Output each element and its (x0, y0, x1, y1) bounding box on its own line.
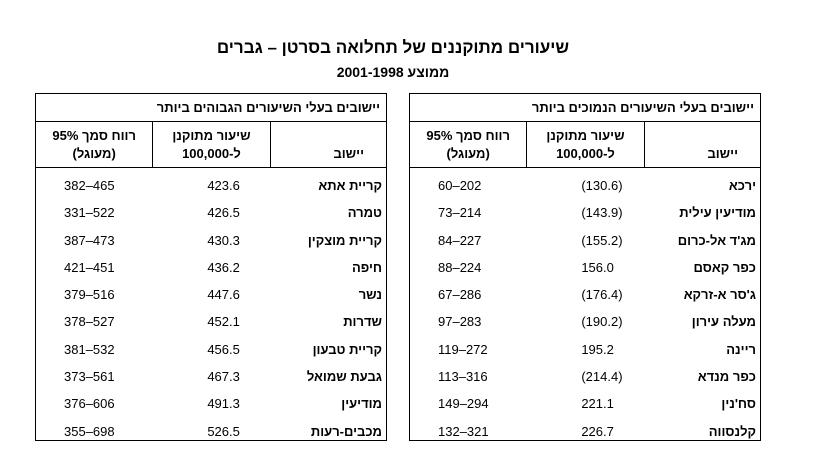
locality-cell: כפר מנדא (697, 369, 756, 385)
header-rate (527, 122, 644, 167)
table-row (410, 199, 760, 226)
locality-cell: מכבים-רעות (310, 423, 382, 439)
header-rate-line2: ל-100,000 (182, 145, 241, 161)
rate-cell: 426.5 (207, 205, 240, 221)
rate-cell: 452.1 (207, 314, 240, 330)
header-ci-line2: (מעוגל) (446, 145, 490, 161)
table-row (36, 254, 386, 281)
ci-cell: 373–561 (64, 369, 115, 385)
table-row (410, 336, 760, 363)
table-header (410, 122, 760, 168)
ci-cell: 387–473 (64, 232, 115, 248)
ci-cell: 381–532 (64, 341, 115, 357)
ci-cell: 132–321 (438, 423, 489, 439)
table-header (36, 122, 386, 168)
rate-cell: 430.3 (207, 232, 240, 248)
locality-cell: מודיעין (341, 396, 382, 412)
table-row (36, 227, 386, 254)
ci-cell: 331–522 (64, 205, 115, 221)
locality-cell: קריית טבעון (312, 341, 382, 357)
ci-cell: 60–202 (438, 178, 482, 193)
locality-cell: קריית מוצקין (307, 232, 382, 248)
table-row (410, 281, 760, 308)
ci-cell: 67–286 (438, 287, 482, 303)
table-row (410, 254, 760, 281)
header-rate-line1: שיעור מתוקנן (546, 127, 625, 143)
locality-cell: ג'סר א-זרקא (683, 287, 756, 303)
table-row (36, 418, 386, 445)
table-row (36, 172, 386, 199)
ci-cell: 378–527 (64, 314, 115, 330)
table-row (36, 363, 386, 390)
page-subtitle: ממוצע 2001-1998 (336, 64, 450, 80)
table-row (410, 418, 760, 445)
table-row (36, 281, 386, 308)
locality-cell: מג'ד אל-כרום (677, 232, 756, 248)
header-ci-line1: רווח סמך 95% (52, 127, 136, 143)
header-rate-line1: שיעור מתוקנן (172, 127, 251, 143)
ci-cell: 84–227 (438, 232, 482, 248)
locality-cell: מעלה עירון (691, 314, 756, 330)
locality-cell: חיפה (351, 259, 382, 275)
rate-cell: 447.6 (207, 287, 240, 303)
table-row (36, 336, 386, 363)
header-locality: יישוב (333, 146, 364, 161)
header-rate (153, 122, 270, 167)
ci-cell: 379–516 (64, 287, 115, 303)
header-ci-line1: רווח סמך 95% (426, 127, 510, 143)
locality-cell: מודיעין עילית (679, 205, 756, 221)
highest-rates-table (35, 93, 387, 441)
header-locality: יישוב (707, 146, 738, 161)
rate-cell: (130.6) (581, 178, 623, 193)
rate-cell: 195.2 (581, 341, 614, 357)
ci-cell: 149–294 (438, 396, 489, 412)
table-row (410, 227, 760, 254)
table-row (410, 308, 760, 335)
rate-cell: 156.0 (581, 259, 614, 275)
ci-cell: 382–465 (64, 178, 115, 193)
locality-cell: סח'נין (721, 396, 756, 412)
table-row (410, 172, 760, 199)
ci-cell: 376–606 (64, 396, 115, 412)
rate-cell: 226.7 (581, 423, 614, 439)
table-body (36, 168, 386, 445)
table-title: יישובים בעלי השיעורים הנמוכים ביותר (410, 94, 760, 122)
rate-cell: (214.4) (581, 369, 623, 385)
ci-cell: 88–224 (438, 259, 482, 275)
ci-cell: 355–698 (64, 423, 115, 439)
header-ci-line2: (מעוגל) (72, 145, 116, 161)
header-ci (36, 122, 153, 167)
rate-cell: (190.2) (581, 314, 623, 330)
rate-cell: 467.3 (207, 369, 240, 385)
table-row (36, 308, 386, 335)
locality-cell: שדרות (343, 314, 382, 330)
ci-cell: 119–272 (438, 341, 488, 357)
ci-cell: 113–316 (438, 369, 488, 385)
locality-cell: כפר קאסם (693, 259, 756, 275)
rate-cell: 221.1 (581, 396, 614, 412)
locality-cell: נשר (358, 287, 382, 303)
table-row (36, 390, 386, 417)
locality-cell: טמרה (347, 205, 382, 221)
locality-cell: קלנסווה (708, 423, 756, 439)
ci-cell: 97–283 (438, 314, 482, 330)
header-ci (410, 122, 527, 167)
table-row (410, 363, 760, 390)
rate-cell: (155.2) (581, 232, 623, 248)
table-row (410, 390, 760, 417)
rate-cell: 436.2 (207, 259, 240, 275)
locality-cell: גבעת שמואל (306, 369, 382, 385)
header-rate-line2: ל-100,000 (556, 145, 615, 161)
rate-cell: 491.3 (207, 396, 240, 412)
rate-cell: 526.5 (207, 423, 240, 439)
table-row (36, 199, 386, 226)
locality-cell: ריינה (726, 341, 756, 357)
rate-cell: 423.6 (207, 178, 240, 193)
locality-cell: קריית אתא (318, 178, 382, 193)
rate-cell: (143.9) (581, 205, 623, 221)
locality-cell: ירכא (728, 178, 756, 193)
rate-cell: (176.4) (581, 287, 623, 303)
table-body (410, 168, 760, 445)
ci-cell: 73–214 (438, 205, 482, 221)
rate-cell: 456.5 (207, 341, 240, 357)
ci-cell: 421–451 (64, 259, 115, 275)
page-title: שיעורים מתוקננים של תחלואה בסרטן – גברים (216, 38, 570, 57)
table-title: יישובים בעלי השיעורים הגבוהים ביותר (36, 94, 386, 122)
lowest-rates-table (409, 93, 761, 441)
